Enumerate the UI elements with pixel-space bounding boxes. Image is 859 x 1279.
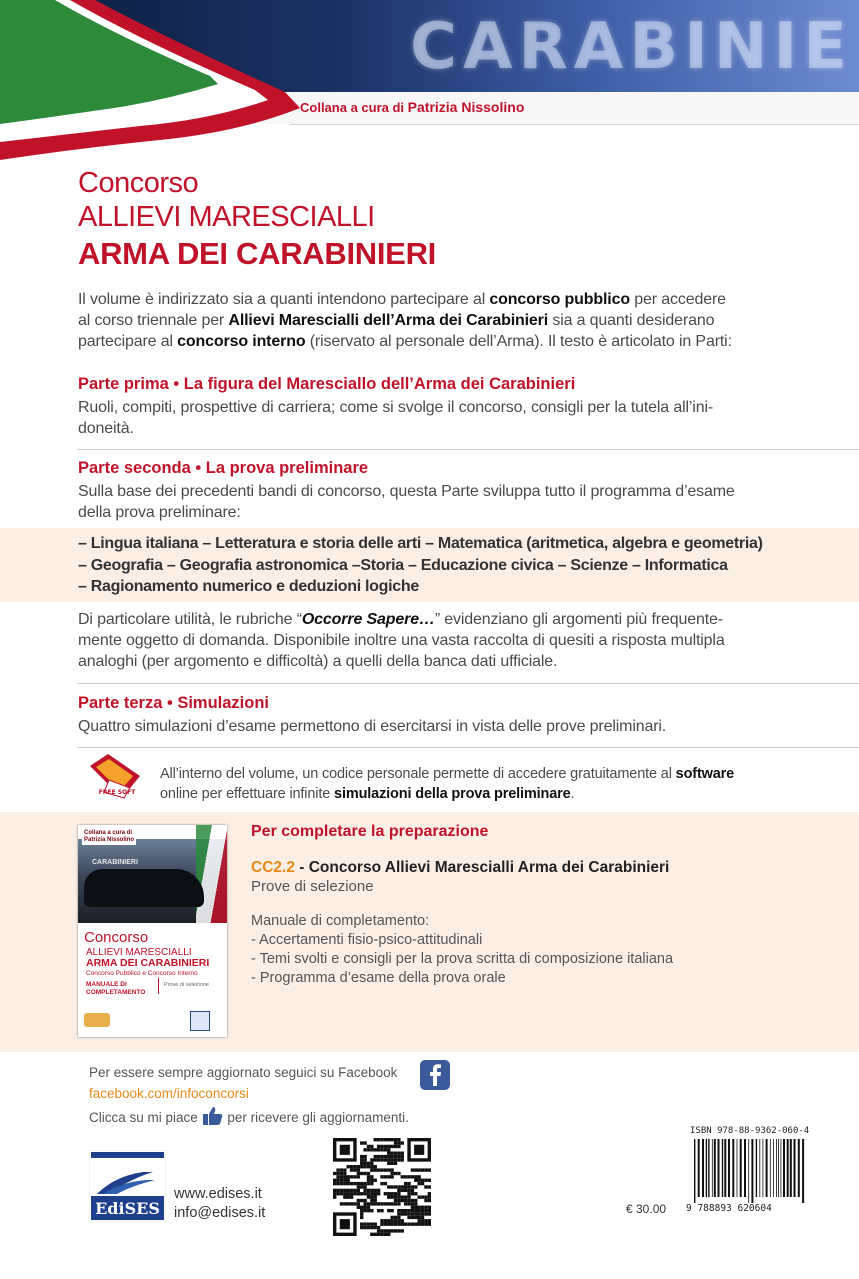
- separator: [78, 683, 859, 684]
- like-text-post: per ricevere gli aggiornamenti.: [227, 1110, 409, 1125]
- qr-code-modules: [333, 1138, 431, 1236]
- facebook-link[interactable]: facebook.com/infoconcorsi: [89, 1086, 249, 1101]
- subjects-list: [78, 533, 858, 598]
- qr-code[interactable]: [333, 1138, 431, 1236]
- manual-line: - Programma d’esame della prova orale: [251, 970, 506, 986]
- title-concorso: Concorso: [78, 167, 199, 199]
- part2-note: [78, 609, 848, 672]
- free-software-badge-icon: [86, 754, 146, 800]
- part2-body: [78, 481, 848, 523]
- intro-line: [78, 331, 838, 352]
- cover-title-2: ALLIEVI MARESCIALLI: [86, 947, 192, 958]
- intro-bold: concorso pubblico: [489, 291, 630, 308]
- intro-text: al corso triennale per: [78, 312, 229, 329]
- intro-line: [78, 289, 838, 310]
- companion-book-name: - Concorso Allievi Marescialli Arma dei Carabinieri: [294, 859, 670, 876]
- cover-divider: [158, 978, 159, 994]
- edises-logo: [89, 1150, 166, 1222]
- cover-logo: [84, 1013, 110, 1027]
- price: € 30.00: [626, 1202, 667, 1216]
- subject-line: – Geografia – Geografia astronomica –Storia – Educazione civica – Scienze – Informatica: [78, 556, 728, 574]
- part2-line: Sulla base dei precedenti bandi di concorso, questa Parte sviluppa tutto il programma d’esame: [78, 483, 735, 500]
- part1-title: Parte prima • La figura del Maresciallo dell’Arma dei Carabinieri: [78, 375, 576, 393]
- note-line: mente oggetto di domanda. Disponibile inoltre una vasta raccolta di quesiti a risposta multipla: [78, 632, 725, 649]
- header-watermark: CARABINIE: [410, 10, 853, 84]
- part3-body: [78, 716, 848, 737]
- intro-line: [78, 310, 838, 331]
- companion-book-title: [251, 859, 669, 877]
- title-arma-carabinieri: ARMA DEI CARABINIERI: [78, 236, 436, 271]
- software-note: [160, 764, 850, 804]
- cover-manual-label: MANUALE DI COMPLETAMENTO: [86, 981, 146, 996]
- separator: [78, 449, 859, 450]
- software-text: online per effettuare infinite: [160, 786, 335, 802]
- software-line: [160, 784, 850, 804]
- barcode-bar-group: [694, 1139, 804, 1203]
- intro-bold: concorso interno: [177, 333, 306, 350]
- part1-body: [78, 397, 848, 439]
- separator: [78, 747, 859, 748]
- thumbs-up-icon: [202, 1106, 224, 1126]
- intro-text: per accedere: [629, 291, 726, 308]
- intro-text: (riservato al personale dell’Arma). Il testo è articolato in Parti:: [305, 333, 732, 350]
- header-rule: [290, 124, 859, 125]
- cover-flag-stripe: [196, 825, 227, 923]
- cover-title-4: Concorso Pubblico e Concorso Interno: [86, 970, 198, 977]
- part3-title: Parte terza • Simulazioni: [78, 694, 269, 712]
- free-software-badge-text: FREE SOFT: [98, 789, 136, 796]
- manual-line: - Accertamenti fisio-psico-attitudinali: [251, 932, 483, 948]
- complete-title: Per completare la preparazione: [251, 823, 489, 840]
- like-text-pre: Clicca su mi piace: [89, 1110, 198, 1125]
- companion-book-code: CC2.2: [251, 859, 295, 876]
- isbn-barcode: [686, 1126, 810, 1216]
- barcode-digits: 9 788893 620604: [686, 1203, 772, 1214]
- companion-book-subtitle: Prove di selezione: [251, 878, 374, 895]
- note-occorre-sapere: Occorre Sapere…: [301, 611, 435, 628]
- cover-tag: Prove di selezione: [164, 982, 209, 988]
- part2-line: della prova preliminare:: [78, 504, 241, 521]
- intro-text: Il volume è indirizzato sia a quanti intendono partecipare al: [78, 291, 490, 308]
- note-line: [78, 609, 848, 630]
- facebook-icon[interactable]: [420, 1060, 450, 1090]
- subject-line: – Ragionamento numerico e deduzioni logiche: [78, 578, 419, 595]
- series-prefix: Collana a cura di: [300, 100, 405, 115]
- software-text: All’interno del volume, un codice personale permette di accedere gratuitamente al: [160, 766, 676, 782]
- part3-line: Quattro simulazioni d’esame permettono di esercitarsi in vista delle prove preliminari.: [78, 718, 667, 735]
- intro-paragraph: [78, 289, 838, 352]
- facebook-follow-text: Per essere sempre aggiornato seguici su Facebook: [89, 1065, 398, 1080]
- companion-book-cover[interactable]: [78, 825, 227, 1037]
- subject-line: – Lingua italiana – Letteratura e storia delle arti – Matematica (aritmetica, algebra e geometria): [78, 535, 763, 552]
- part1-line: doneità.: [78, 420, 134, 437]
- manual-line: - Temi svolti e consigli per la prova scritta di composizione italiana: [251, 951, 674, 967]
- software-bold: simulazioni della prova preliminare: [334, 786, 571, 802]
- series-editor-name: Patrizia Nissolino: [407, 99, 525, 115]
- part2-title: Parte seconda • La prova preliminare: [78, 459, 369, 477]
- note-text: ” evidenziano gli argomenti più frequente-: [434, 611, 723, 628]
- intro-text: sia a quanti desiderano: [548, 312, 715, 329]
- intro-bold: Allievi Marescialli dell’Arma dei Carabinieri: [228, 312, 549, 329]
- note-text: Di particolare utilità, le rubriche “: [78, 611, 302, 628]
- italian-flag-ribbon: [0, 0, 300, 165]
- cover-title-3: ARMA DEI CARABINIERI: [86, 957, 210, 969]
- software-bold: software: [675, 766, 735, 782]
- part1-line: Ruoli, compiti, prospettive di carriera; come si svolge il concorso, consigli per la tutela all’ini-: [78, 399, 714, 416]
- note-line: analoghi (per argomento e difficoltà) a quelli della banca dati ufficiale.: [78, 653, 558, 670]
- facebook-like-line: [89, 1106, 409, 1126]
- software-text: .: [570, 786, 575, 802]
- intro-text: partecipare al: [78, 333, 178, 350]
- cover-car-label: CARABINIERI: [92, 859, 138, 866]
- cover-badge: [190, 1011, 210, 1031]
- title-allievi-marescialli: ALLIEVI MARESCIALLI: [78, 201, 375, 233]
- manual-line: Manuale di completamento:: [251, 913, 430, 929]
- series-editor-line: [300, 99, 524, 115]
- publisher-email[interactable]: info@edises.it: [174, 1205, 266, 1221]
- software-line: [160, 764, 850, 784]
- cover-title-1: Concorso: [84, 929, 149, 946]
- isbn-text: ISBN 978-88-9362-060-4: [690, 1126, 810, 1136]
- edises-logo-text: EdiSES: [95, 1199, 160, 1218]
- barcode-bars: [694, 1139, 806, 1203]
- publisher-contacts: [174, 1185, 265, 1223]
- cover-car-image: [84, 869, 204, 907]
- publisher-website[interactable]: www.edises.it: [174, 1186, 262, 1202]
- cover-editor: Collana a cura di Patrizia Nissolino: [84, 830, 135, 843]
